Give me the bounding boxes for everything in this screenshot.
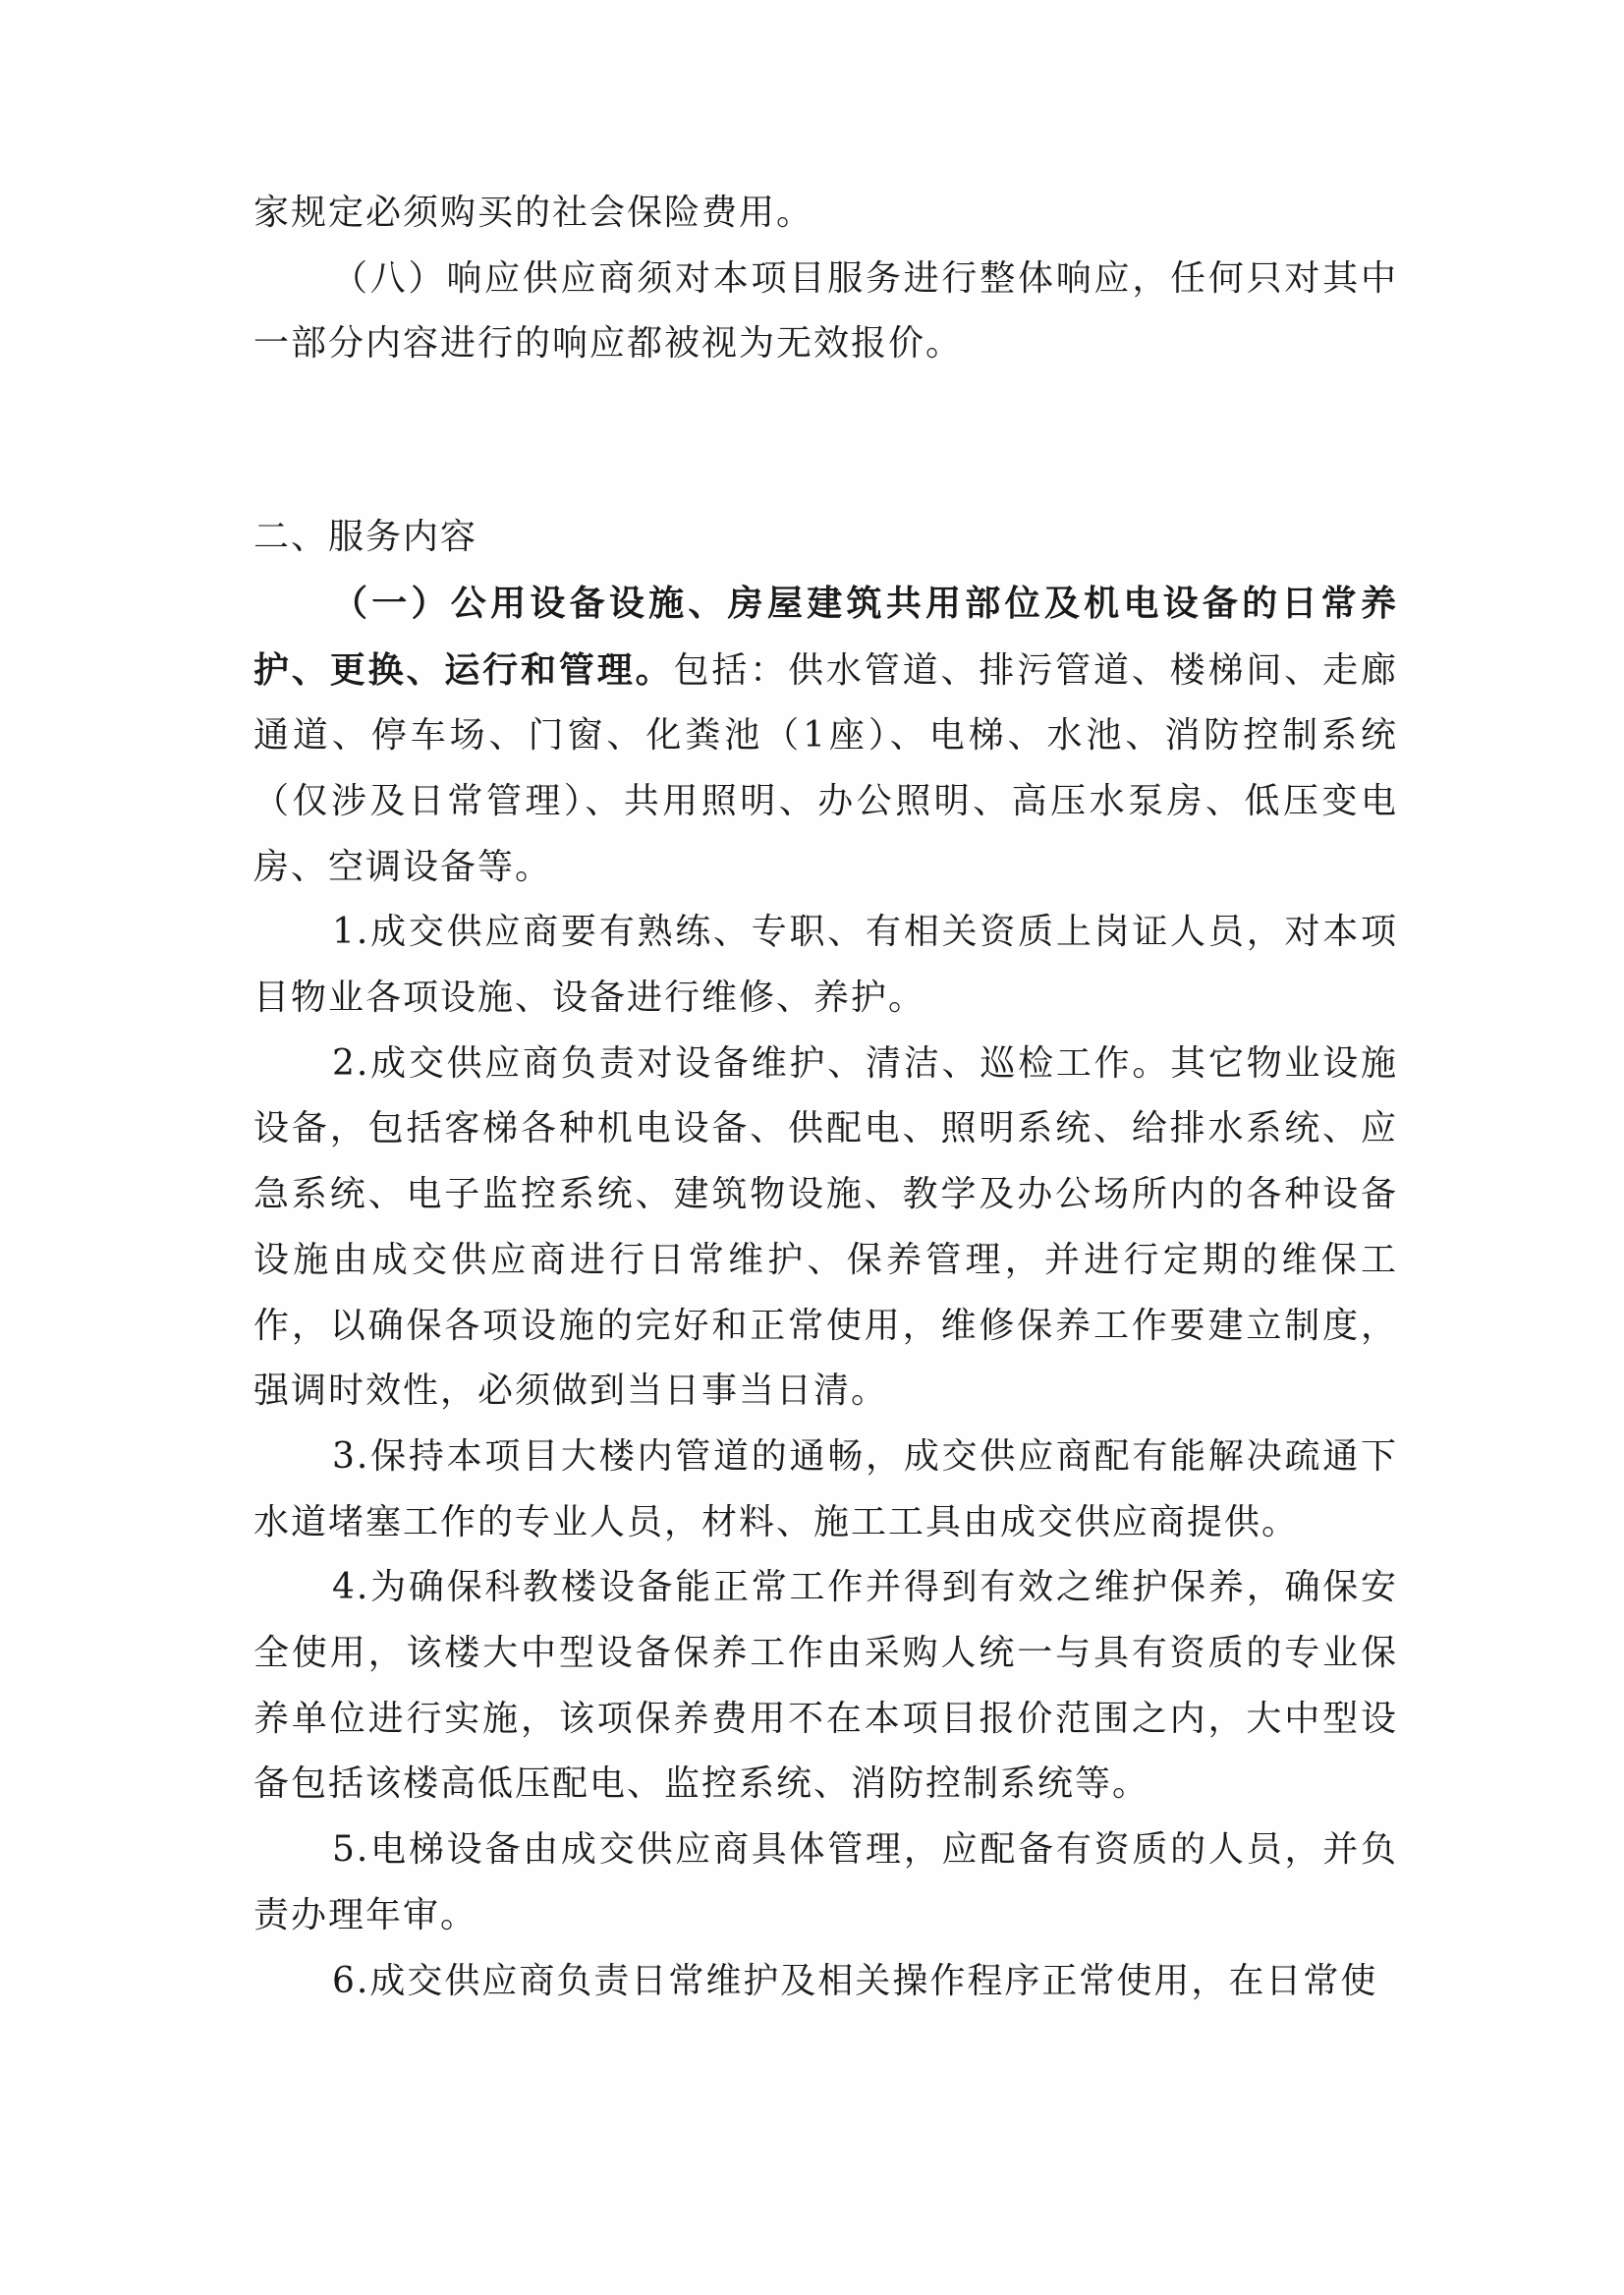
list-item-1: 1.成交供应商要有熟练、专职、有相关资质上岗证人员，对本项目物业各项设施、设备进行维修、养护。: [253, 912, 1398, 1019]
paragraph-continuation: 家规定必须购买的社会保险费用。: [253, 193, 814, 233]
document-body: [253, 181, 1398, 2014]
list-item-3: 3.保持本项目大楼内管道的通畅，成交供应商配有能解决疏通下水道堵塞工作的专业人员，材料、施工工具由成交供应商提供。: [253, 1435, 1398, 1542]
list-item-5: 5.电梯设备由成交供应商具体管理，应配备有资质的人员，并负责办理年审。: [253, 1829, 1398, 1935]
sub-1-body: 包括：供水管道、排污管道、楼梯间、走廊通道、停车场、门窗、化粪池（1座）、电梯、水池、消防控制系统（仅涉及日常管理）、共用照明、办公照明、高压水泵房、低压变电房、空调设备等。: [253, 649, 1398, 887]
list-item-6: 6.成交供应商负责日常维护及相关操作程序正常使用，在日常使: [332, 1960, 1378, 2001]
sub-1-heading: （一）公用设备设施、房屋建筑共用部位及机电设备的日常养护、更换、运行和管理。: [253, 582, 1398, 691]
list-item-4: 4.为确保科教楼设备能正常工作并得到有效之维护保养，确保安全使用，该楼大中型设备保养工作由采购人统一与具有资质的专业保养单位进行实施，该项保养费用不在本项目报价范围之内，大中型设备包括该楼高低压配电、监控系统、消防控制系统等。: [253, 1567, 1398, 1805]
paragraph-sub-1: [253, 571, 1398, 901]
section-heading-service-content: 二、服务内容: [253, 517, 478, 558]
list-item-2: 2.成交供应商负责对设备维护、清洁、巡检工作。其它物业设施设备，包括客梯各种机电设备、供配电、照明系统、给排水系统、应急系统、电子监控系统、建筑物设施、教学及办公场所内的各种设备设施由成交供应商进行日常维护、保养管理，并进行定期的维保工作，以确保各项设施的完好和正常使用，维修保养工作要建立制度，强调时效性，必须做到当日事当日清。: [253, 1042, 1398, 1412]
paragraph-item-8: （八）响应供应商须对本项目服务进行整体响应，任何只对其中一部分内容进行的响应都被视为无效报价。: [253, 257, 1398, 364]
